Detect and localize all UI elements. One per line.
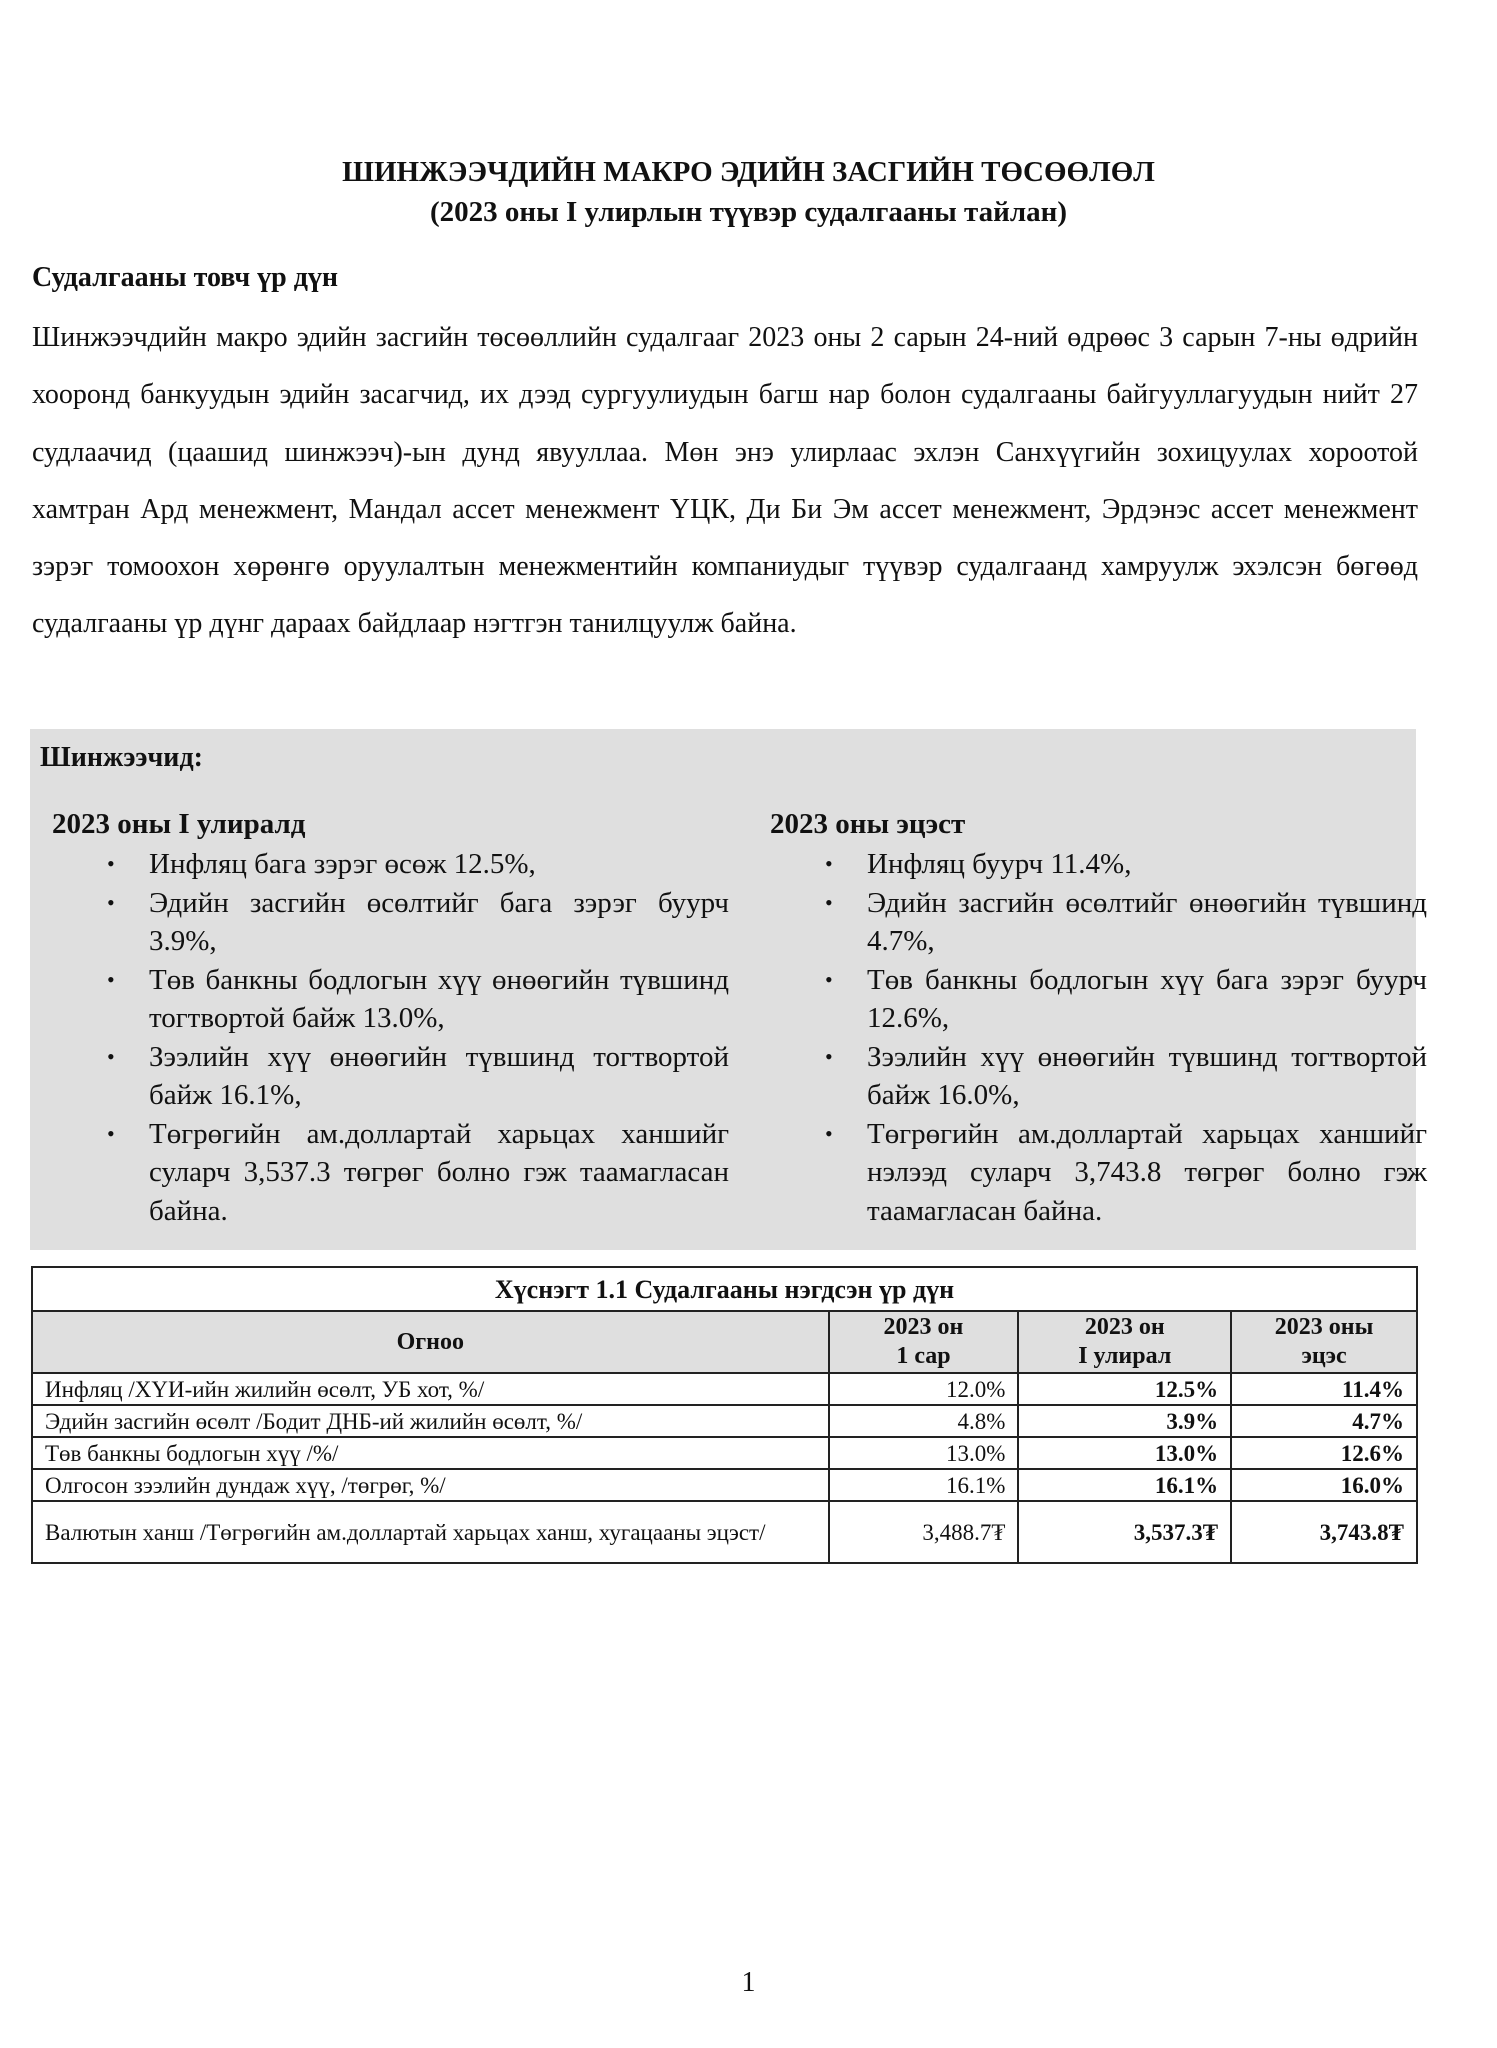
cell-jan: 4.8% — [829, 1405, 1019, 1437]
summary-item-text: Инфляц буурч 11.4%, — [867, 848, 1132, 880]
summary-item — [770, 1115, 1427, 1231]
cell-jan: 13.0% — [829, 1437, 1019, 1469]
summary-item-text: Төв банкны бодлогын хүү бага зэрэг буурч 12.6%, — [867, 963, 1427, 1034]
table-row — [32, 1501, 1417, 1563]
summary-column-year-end — [770, 807, 1430, 1230]
intro-paragraph: Шинжээчдийн макро эдийн засгийн төсөөллийн судалгааг 2023 оны 2 сарын 24-ний өдрөөс 3 сарын 7-ны өдрийн хооронд банкуудын эдийн засагчид, их дээд сургуулиудын багш нар болон судалгааны байгууллагуудын нийт 27 судлаачид (цаашид шинжээч)-ын дунд явууллаа. Мөн энэ улирлаас эхлэн Санхүүгийн зохицуулах хороотой хамтран Ард менежмент, Мандал ассет менежмент ҮЦК, Ди Би Эм ассет менежмент, Эрдэнэс ассет менежмент зэрэг томоохон хөрөнгө оруулалтын менежментийн компаниудыг түүвэр судалгаанд хамруулж эхэлсэн бөгөөд судалгааны үр дүнг дараах байдлаар нэгтгэн танилцуулж байна. — [32, 322, 1418, 640]
header-jan — [829, 1311, 1019, 1373]
section-heading: Судалгааны товч үр дүн — [32, 262, 338, 293]
header-eoy — [1231, 1311, 1417, 1373]
bullet-icon: • — [825, 1120, 833, 1146]
table-row — [32, 1437, 1417, 1469]
cell-q1: 13.0% — [1018, 1437, 1231, 1469]
cell-eoy: 3,743.8₮ — [1231, 1501, 1417, 1563]
page-number: 1 — [741, 1967, 756, 1998]
cell-q1: 16.1% — [1018, 1469, 1231, 1501]
summary-item-text: Эдийн засгийн өсөлтийг өнөөгийн түвшинд 4.7%, — [867, 886, 1427, 957]
table-row — [32, 1405, 1417, 1437]
summary-item — [770, 1038, 1427, 1115]
summary-column-q1 — [52, 807, 732, 1230]
row-label: Валютын ханш /Төгрөгийн ам.доллартай харьцах ханш, хугацааны эцэст/ — [32, 1501, 829, 1563]
summary-list — [770, 845, 1430, 1230]
table-header-row — [32, 1311, 1417, 1373]
bullet-icon: • — [825, 1043, 833, 1069]
row-label: Инфляц /ХҮИ-ийн жилийн өсөлт, УБ хот, %/ — [32, 1373, 829, 1405]
cell-eoy: 11.4% — [1231, 1373, 1417, 1405]
header-line: I улирал — [1078, 1343, 1172, 1369]
summary-item — [770, 884, 1427, 961]
cell-jan: 3,488.7₮ — [829, 1501, 1019, 1563]
summary-column-heading: 2023 оны эцэст — [770, 808, 966, 840]
document-title: ШИНЖЭЭЧДИЙН МАКРО ЭДИЙН ЗАСГИЙН ТӨСӨӨЛӨЛ — [342, 156, 1155, 188]
summary-item-text: Инфляц бага зэрэг өсөж 12.5%, — [149, 848, 536, 880]
summary-item-text: Төгрөгийн ам.доллартай харьцах ханшийг нэлээд суларч 3,743.8 төгрөг болно гэж таамагласан байна. — [867, 1117, 1427, 1227]
summary-item-text: Зээлийн хүү өнөөгийн түвшинд тогтвортой байж 16.1%, — [149, 1040, 729, 1111]
bullet-icon: • — [107, 1043, 115, 1069]
cell-q1: 3,537.3₮ — [1018, 1501, 1231, 1563]
summary-item — [52, 961, 729, 1038]
summary-item — [52, 1115, 729, 1231]
summary-item-text: Төв банкны бодлогын хүү өнөөгийн түвшинд тогтвортой байж 13.0%, — [149, 963, 729, 1034]
summary-item-text: Төгрөгийн ам.доллартай харьцах ханшийг суларч 3,537.3 төгрөг болно гэж таамагласан байна. — [149, 1117, 729, 1227]
summary-item — [52, 884, 729, 961]
cell-jan: 16.1% — [829, 1469, 1019, 1501]
cell-q1: 3.9% — [1018, 1405, 1231, 1437]
summary-item — [52, 845, 729, 884]
header-line: 1 сар — [896, 1343, 951, 1369]
summary-item — [52, 1038, 729, 1115]
header-line: 2023 оны — [1274, 1314, 1374, 1340]
bullet-icon: • — [825, 851, 833, 876]
row-label: Эдийн засгийн өсөлт /Бодит ДНБ-ий жилийн өсөлт, %/ — [32, 1405, 829, 1437]
bullet-icon: • — [107, 1120, 115, 1146]
results-table — [31, 1266, 1418, 1564]
row-label: Төв банкны бодлогын хүү /%/ — [32, 1437, 829, 1469]
header-line: 2023 он — [1084, 1314, 1165, 1340]
bullet-icon: • — [107, 851, 115, 876]
bullet-icon: • — [107, 889, 115, 915]
bullet-icon: • — [107, 966, 115, 992]
summary-item — [770, 845, 1427, 884]
table-row — [32, 1373, 1417, 1405]
document-subtitle: (2023 оны I улирлын түүвэр судалгааны тайлан) — [430, 196, 1067, 228]
table-row — [32, 1469, 1417, 1501]
row-label: Олгосон зээлийн дундаж хүү, /төгрөг, %/ — [32, 1469, 829, 1501]
summary-item-text: Зээлийн хүү өнөөгийн түвшинд тогтвортой байж 16.0%, — [867, 1040, 1427, 1111]
cell-eoy: 4.7% — [1231, 1405, 1417, 1437]
header-line: 2023 он — [883, 1314, 964, 1340]
summary-list — [52, 845, 732, 1230]
summary-title: Шинжээчид: — [40, 742, 203, 773]
summary-item — [770, 961, 1427, 1038]
bullet-icon: • — [825, 889, 833, 915]
cell-q1: 12.5% — [1018, 1373, 1231, 1405]
cell-eoy: 12.6% — [1231, 1437, 1417, 1469]
cell-eoy: 16.0% — [1231, 1469, 1417, 1501]
header-q1 — [1018, 1311, 1231, 1373]
summary-item-text: Эдийн засгийн өсөлтийг бага зэрэг буурч 3.9%, — [149, 886, 729, 957]
cell-jan: 12.0% — [829, 1373, 1019, 1405]
header-indicator: Огноо — [32, 1311, 829, 1373]
summary-column-heading: 2023 оны I улиралд — [52, 808, 306, 840]
summary-box — [30, 729, 1427, 1250]
bullet-icon: • — [825, 966, 833, 992]
header-line: эцэс — [1301, 1343, 1347, 1369]
table-caption: Хүснэгт 1.1 Судалгааны нэгдсэн үр дүн — [32, 1267, 1417, 1311]
